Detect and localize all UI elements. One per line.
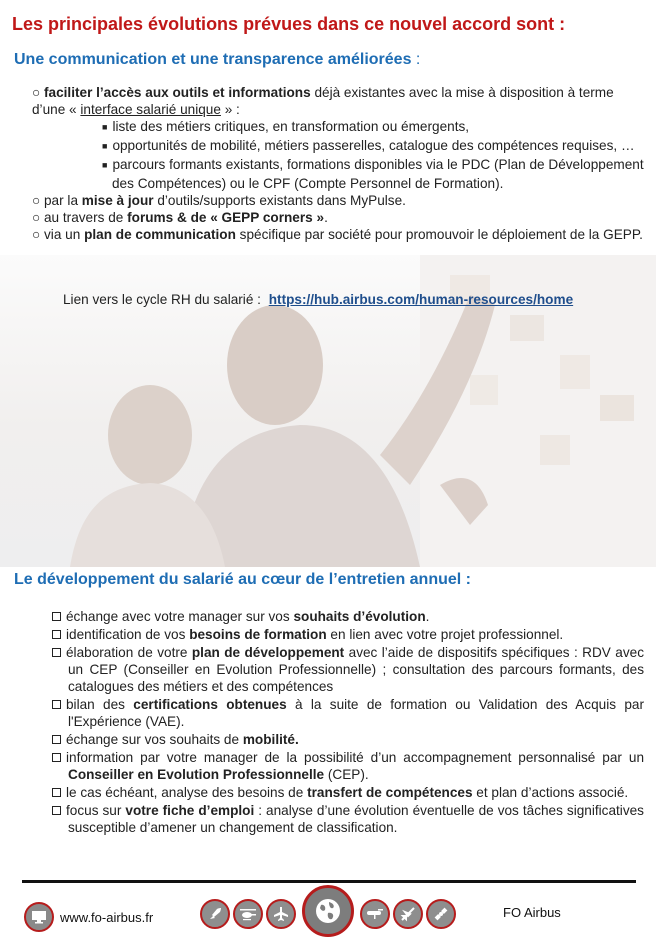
item-text: : analyse d’une évolution éventuelle de vos tâches significatives susceptible d’amener un changement de classification. bbox=[68, 803, 644, 835]
item-bold: transfert de compétences bbox=[307, 785, 473, 800]
item-text: avec l’aide de dispositifs spécifiques : RDV avec un CEP (Conseiller en Evolution Professionnelle) ; consultation des parcours formants, des catalogues des métiers et des compétences bbox=[68, 645, 644, 694]
brand-label: FO Airbus bbox=[503, 905, 561, 920]
list-item bbox=[32, 209, 644, 226]
section1-heading bbox=[14, 51, 420, 69]
jet-icon bbox=[393, 899, 423, 929]
checklist-item bbox=[52, 802, 644, 836]
sub-list-item: ■ liste des métiers critiques, en transformation ou émergents, bbox=[102, 118, 644, 137]
checkbox-icon bbox=[52, 648, 61, 657]
list-item bbox=[32, 192, 644, 209]
bullet-icon: ○ bbox=[32, 85, 41, 100]
hr-link[interactable]: https://hub.airbus.com/human-resources/home bbox=[268, 292, 574, 307]
item-text: le cas échéant, analyse des besoins de bbox=[66, 785, 308, 800]
item-bold: souhaits d’évolution bbox=[293, 609, 426, 624]
item-bold: forums & de « GEPP corners » bbox=[127, 210, 325, 225]
monitor-icon bbox=[24, 902, 54, 932]
section1-heading-text: Une communication et une transparence améliorées bbox=[14, 51, 412, 68]
item-bold: plan de communication bbox=[84, 227, 236, 242]
item-text: spécifique par société pour promouvoir le déploiement de la GEPP. bbox=[235, 227, 643, 242]
hr-link-label: Lien vers le cycle RH du salarié : bbox=[63, 292, 261, 307]
checklist-item bbox=[52, 608, 644, 625]
sub-list-item: ■ opportunités de mobilité, métiers passerelles, catalogue des compétences requises, … bbox=[102, 137, 644, 156]
item-text: par la bbox=[44, 193, 82, 208]
item-text: (CEP). bbox=[324, 767, 369, 782]
bullet-icon: ○ bbox=[32, 193, 41, 208]
checkbox-icon bbox=[52, 735, 61, 744]
checklist-item bbox=[52, 696, 644, 730]
item-text: échange avec votre manager sur vos bbox=[66, 609, 294, 624]
hr-link-row bbox=[63, 292, 573, 307]
sub-list-item: ■ parcours formants existants, formations disponibles via le PDC (Plan de Développement des Compétences) ou le CPF (Compte Personnel de Formation). bbox=[102, 156, 644, 192]
bullet-icon: ○ bbox=[32, 227, 41, 242]
section1-heading-colon: : bbox=[415, 51, 421, 68]
satellite-icon bbox=[426, 899, 456, 929]
item-text: à la suite de formation ou Validation des Acquis par l'Expérience (VAE). bbox=[68, 697, 644, 729]
item-bold: Conseiller en Evolution Professionnelle bbox=[68, 767, 325, 782]
checkbox-icon bbox=[52, 700, 61, 709]
item-text: . bbox=[324, 210, 328, 225]
footer bbox=[0, 884, 656, 948]
website-link[interactable] bbox=[24, 902, 153, 932]
globe-icon bbox=[302, 885, 354, 937]
checkbox-icon bbox=[52, 630, 61, 639]
item-text: focus sur bbox=[66, 803, 126, 818]
item-underline: interface salarié unique bbox=[80, 102, 221, 117]
section1-list bbox=[32, 84, 644, 243]
item-text: information par votre manager de la possibilité d’un accompagnement personnalisé par un bbox=[66, 750, 644, 765]
checklist-item bbox=[52, 749, 644, 783]
item-tail: » : bbox=[220, 102, 240, 117]
checklist-item bbox=[52, 731, 644, 748]
item-bold: mise à jour bbox=[81, 193, 154, 208]
helicopter-icon bbox=[233, 899, 263, 929]
item-text: bilan des bbox=[66, 697, 134, 712]
section2-checklist bbox=[52, 608, 644, 837]
footer-divider bbox=[22, 880, 636, 883]
item-bold: mobilité. bbox=[242, 732, 299, 747]
checklist-item bbox=[52, 784, 644, 801]
section2-heading: Le développement du salarié au cœur de l’entretien annuel : bbox=[14, 571, 471, 588]
page-title: Les principales évolutions prévues dans ce nouvel accord sont : bbox=[12, 14, 566, 34]
checkbox-icon bbox=[52, 753, 61, 762]
checkbox-icon bbox=[52, 788, 61, 797]
website-label: www.fo-airbus.fr bbox=[60, 909, 154, 925]
drone-icon bbox=[360, 899, 390, 929]
item-bold: faciliter l’accès aux outils et informations bbox=[44, 85, 311, 100]
item-bold: votre fiche d’emploi bbox=[125, 803, 255, 818]
item-text: échange sur vos souhaits de bbox=[66, 732, 243, 747]
item-text: élaboration de votre bbox=[66, 645, 192, 660]
checklist-item bbox=[52, 626, 644, 643]
item-bold: certifications obtenues bbox=[133, 697, 287, 712]
bullet-icon: ○ bbox=[32, 210, 41, 225]
item-bold: plan de développement bbox=[191, 645, 345, 660]
item-text: . bbox=[425, 609, 430, 624]
item-text: via un bbox=[44, 227, 85, 242]
item-text: d’outils/supports existants dans MyPulse. bbox=[153, 193, 406, 208]
item-text: en lien avec votre projet professionnel. bbox=[326, 627, 564, 642]
airplane-icon bbox=[266, 899, 296, 929]
item-text: au travers de bbox=[44, 210, 128, 225]
checklist-item bbox=[52, 644, 644, 695]
item-text: identification de vos bbox=[66, 627, 190, 642]
list-item bbox=[32, 84, 644, 118]
checkbox-icon bbox=[52, 612, 61, 621]
item-text: et plan d’actions associé. bbox=[472, 785, 629, 800]
checkbox-icon bbox=[52, 806, 61, 815]
item-bold: besoins de formation bbox=[189, 627, 327, 642]
rocket-icon bbox=[200, 899, 230, 929]
item-text: déjà existantes avec la mise à disposition à terme d’une « bbox=[32, 85, 614, 117]
list-item bbox=[32, 226, 644, 243]
